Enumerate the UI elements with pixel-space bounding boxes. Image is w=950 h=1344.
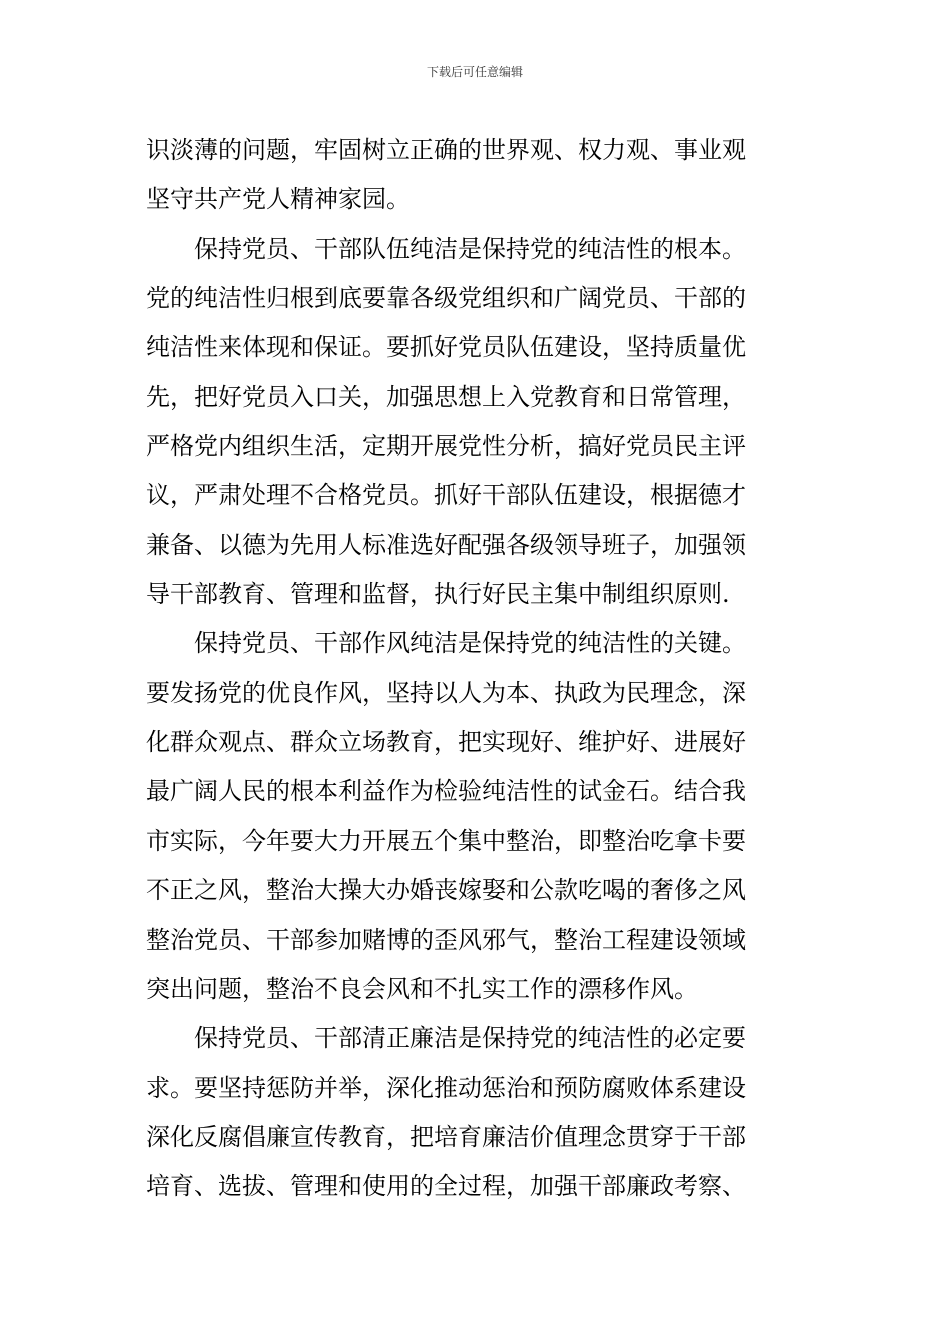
text-line: 要发扬党的优良作风，坚持以人为本、执政为民理念，深: [146, 678, 746, 707]
text-line: 深化反腐倡廉宣传教育，把培育廉洁价值理念贯穿于干部: [146, 1122, 746, 1151]
paragraph-3: [146, 619, 808, 1014]
text-line: 保持党员、干部队伍纯洁是保持党的纯洁性的根本。: [146, 234, 746, 263]
text-line: 议，严肃处理不合格党员。抓好干部队伍建设，根据德才: [146, 481, 746, 510]
text-line: 市实际，今年要大力开展五个集中整治，即整治吃拿卡要: [146, 826, 746, 855]
paragraph-2: [146, 225, 808, 620]
text-line: 党的纯洁性归根到底要靠各级党组织和广阔党员、干部的: [146, 284, 746, 313]
text-line: 培育、选拔、管理和使用的全过程，加强干部廉政考察、: [146, 1172, 746, 1201]
text-line: 识淡薄的问题，牢固树立正确的世界观、权力观、事业观: [146, 136, 746, 164]
text-line: 最广阔人民的根本利益作为检验纯洁性的试金石。结合我: [146, 777, 746, 806]
text-line: 坚守共产党人精神家园。: [146, 185, 410, 214]
text-line: 先，把好党员入口关，加强思想上入党教育和日常管理，: [146, 382, 746, 411]
paragraph-1: [146, 126, 808, 225]
text-line: 整治党员、干部参加赌博的歪风邪气，整治工程建设领域: [146, 925, 746, 954]
text-line: 不正之风，整治大操大办婚丧嫁娶和公款吃喝的奢侈之风: [146, 876, 746, 905]
text-line: 纯洁性来体现和保证。要抓好党员队伍建设，坚持质量优: [146, 333, 746, 362]
text-line: 兼备、以德为先用人标准选好配强各级领导班子，加强领: [146, 530, 746, 559]
text-line: 化群众观点、群众立场教育，把实现好、维护好、进展好: [146, 728, 746, 757]
document-body: [146, 126, 808, 1212]
text-line: 严格党内组织生活，定期开展党性分析，搞好党员民主评: [146, 432, 746, 461]
paragraph-4: [146, 1014, 808, 1211]
text-line: 突出问题，整治不良会风和不扎实工作的漂移作风。: [146, 974, 698, 1003]
text-line: 求。要坚持惩防并举，深化推动惩治和预防腐败体系建设: [146, 1073, 746, 1102]
text-line: 保持党员、干部清正廉洁是保持党的纯洁性的必定要: [146, 1024, 746, 1053]
text-line: 导干部教育、管理和监督，执行好民主集中制组织原则.: [146, 580, 730, 609]
page-header: 下载后可任意编辑: [426, 65, 523, 79]
text-line: 保持党员、干部作风纯洁是保持党的纯洁性的关键。: [146, 629, 746, 658]
